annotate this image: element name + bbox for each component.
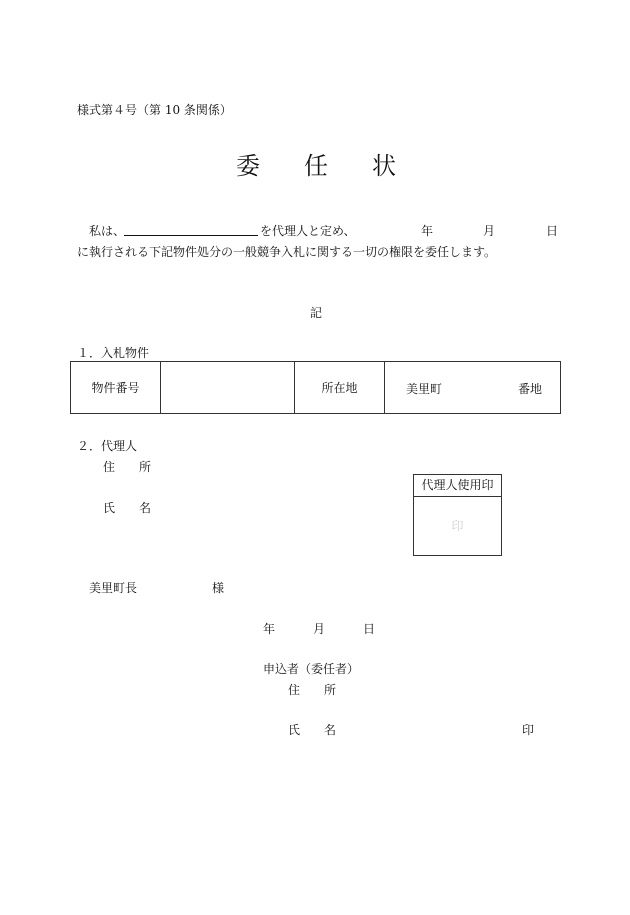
location-value[interactable] bbox=[385, 362, 561, 414]
title-char-2: 任 bbox=[304, 152, 328, 180]
agent-name-label: 氏 名 bbox=[103, 501, 152, 515]
title-char-3: 状 bbox=[372, 152, 396, 180]
agent-address-label: 住 所 bbox=[103, 460, 152, 474]
form-number: 様式第４号（第 10 条関係） bbox=[77, 103, 232, 117]
property-table bbox=[70, 361, 561, 414]
section-2-heading: ２．代理人 bbox=[77, 439, 138, 453]
applicant-seal: 印 bbox=[522, 723, 535, 737]
ki-heading: 記 bbox=[310, 306, 323, 320]
property-number-label: 物件番号 bbox=[71, 362, 161, 414]
agent-stamp-box bbox=[413, 474, 502, 556]
agent-stamp-mark: 印 bbox=[451, 519, 464, 533]
intro-day: 日 bbox=[546, 224, 559, 238]
location-lot-suffix: 番地 bbox=[518, 382, 543, 396]
agent-name-blank[interactable] bbox=[124, 222, 258, 236]
title-char-1: 委 bbox=[236, 152, 260, 180]
applicant-heading: 申込者（委任者） bbox=[263, 662, 360, 676]
date-month: 月 bbox=[313, 622, 326, 636]
intro-suffix: を代理人と定め、 bbox=[260, 224, 356, 238]
addressee-title: 美里町長 bbox=[89, 581, 138, 595]
intro-month: 月 bbox=[483, 224, 496, 238]
property-number-value[interactable] bbox=[161, 362, 295, 414]
intro-prefix: 私は、 bbox=[89, 224, 126, 238]
intro-year: 年 bbox=[421, 224, 434, 238]
addressee-honorific: 様 bbox=[212, 581, 225, 595]
applicant-name-label: 氏 名 bbox=[288, 723, 337, 737]
location-town: 美里町 bbox=[406, 382, 443, 396]
date-day: 日 bbox=[363, 622, 376, 636]
date-year: 年 bbox=[263, 622, 276, 636]
location-label: 所在地 bbox=[295, 362, 385, 414]
applicant-address-label: 住 所 bbox=[288, 683, 337, 697]
agent-stamp-label: 代理人使用印 bbox=[414, 475, 501, 497]
section-1-heading: １．入札物件 bbox=[77, 346, 150, 360]
intro-line-2: に執行される下記物件処分の一般競争入札に関する一切の権限を委任します。 bbox=[77, 245, 497, 259]
